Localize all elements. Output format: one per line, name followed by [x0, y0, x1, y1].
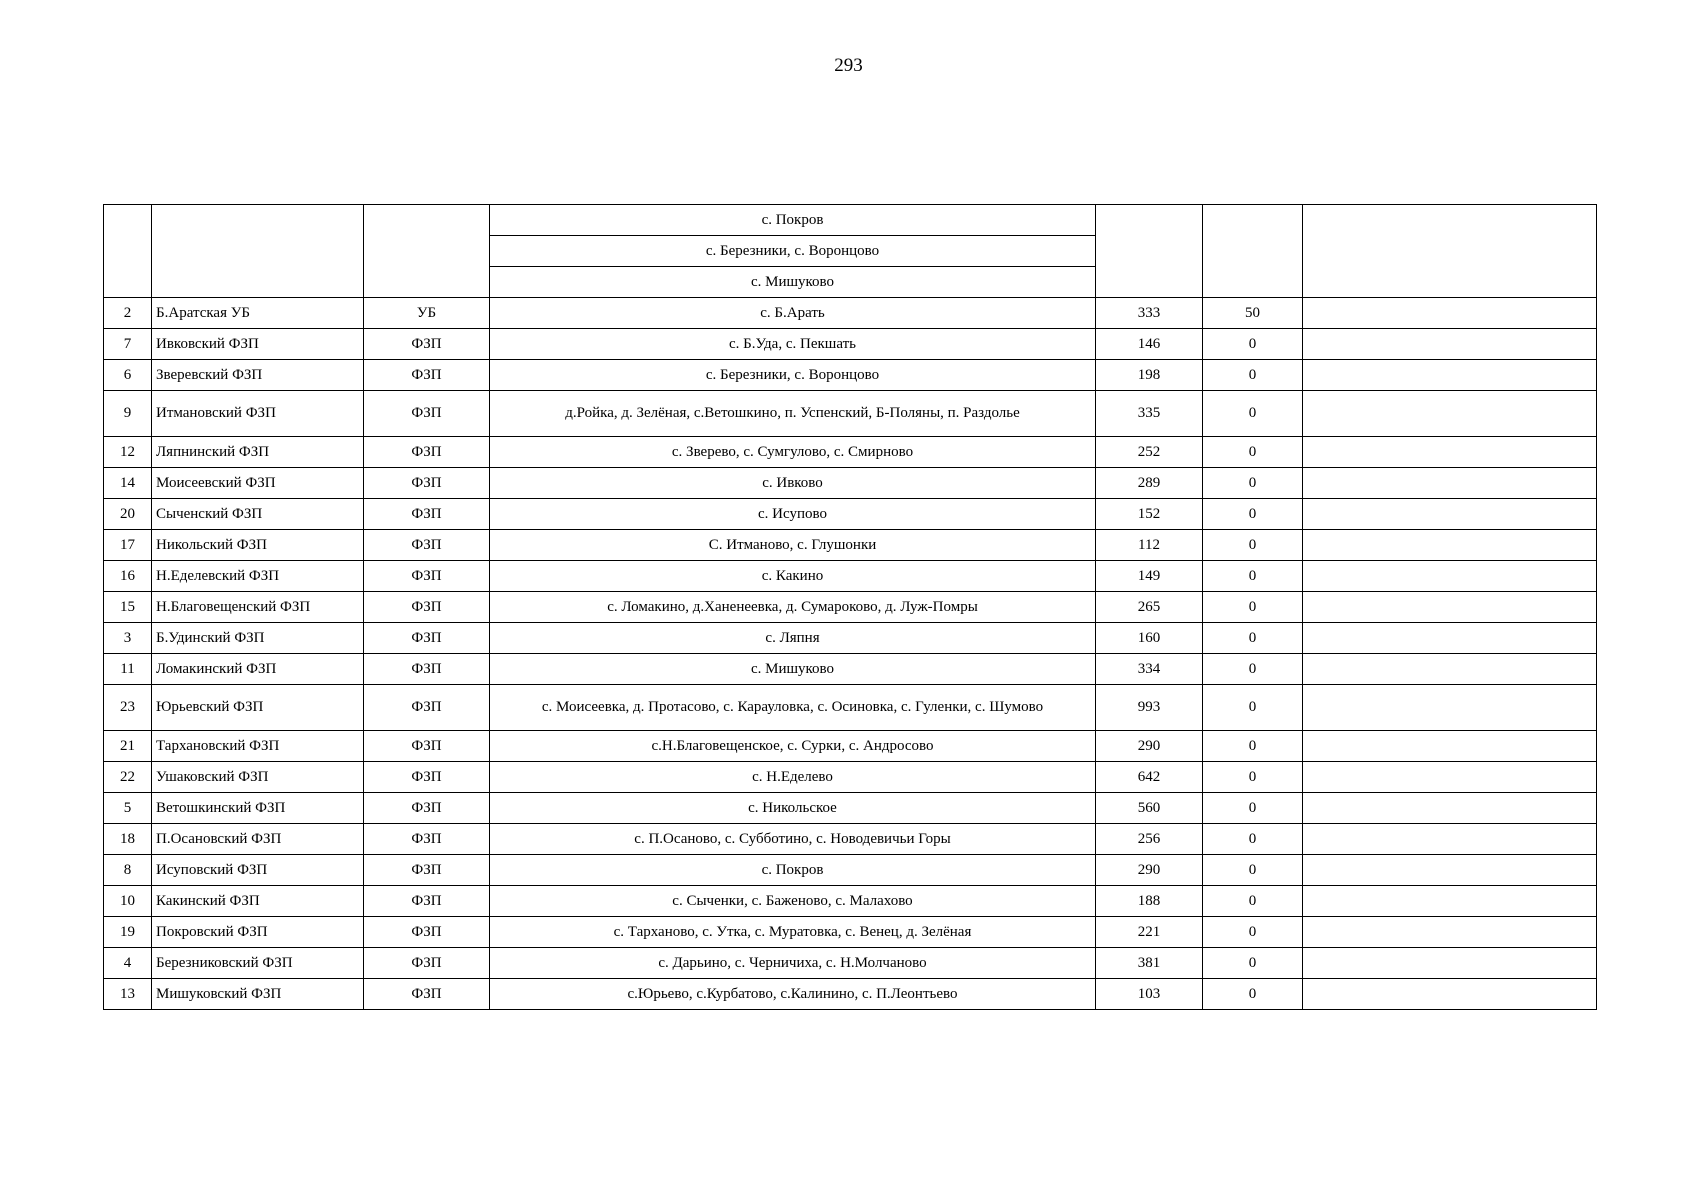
cell-value: 0: [1203, 561, 1303, 592]
cell-settlements: с. Исупово: [490, 499, 1096, 530]
cell-type: ФЗП: [364, 329, 490, 360]
cell-note: [1303, 731, 1597, 762]
cell-num: 7: [104, 329, 152, 360]
cell-name: Ломакинский ФЗП: [152, 654, 364, 685]
cell-value: 0: [1203, 855, 1303, 886]
cell-settlements: с. Моисеевка, д. Протасово, с. Карауловка, с. Осиновка, с. Гуленки, с. Шумово: [490, 685, 1096, 731]
cell-num: 3: [104, 623, 152, 654]
cell-note: [1303, 886, 1597, 917]
cell-note: [1303, 298, 1597, 329]
cell-population: 560: [1096, 793, 1203, 824]
cell-type: ФЗП: [364, 793, 490, 824]
cell-name: Исуповский ФЗП: [152, 855, 364, 886]
cell-name: Никольский ФЗП: [152, 530, 364, 561]
cell-type: ФЗП: [364, 731, 490, 762]
cell-num: 2: [104, 298, 152, 329]
cell-settlements: с. Какино: [490, 561, 1096, 592]
cell-settlements: с. Ломакино, д.Ханенеевка, д. Сумароково, д. Луж-Помры: [490, 592, 1096, 623]
table-row: [104, 561, 1597, 592]
cell-population: 221: [1096, 917, 1203, 948]
table-row: [104, 948, 1597, 979]
cell-num: 16: [104, 561, 152, 592]
table-row: [104, 917, 1597, 948]
cell-name: Итмановский ФЗП: [152, 391, 364, 437]
cell-type: ФЗП: [364, 468, 490, 499]
cell-settlements: с. Н.Еделево: [490, 762, 1096, 793]
cell-type: ФЗП: [364, 360, 490, 391]
cell-type: ФЗП: [364, 530, 490, 561]
table-row: [104, 391, 1597, 437]
cell-population: 333: [1096, 298, 1203, 329]
cell-settlements: с. Мишуково: [490, 267, 1096, 298]
cell-note: [1303, 530, 1597, 561]
cell-note: [1303, 468, 1597, 499]
cell-note: [1303, 437, 1597, 468]
table-row: [104, 685, 1597, 731]
cell-population: 290: [1096, 855, 1203, 886]
cell-settlements: с. Зверево, с. Сумгулово, с. Смирново: [490, 437, 1096, 468]
cell-population: 381: [1096, 948, 1203, 979]
cell-population: 149: [1096, 561, 1203, 592]
cell-type: [364, 205, 490, 298]
page-number: 293: [834, 55, 863, 76]
cell-note: [1303, 685, 1597, 731]
cell-population: 188: [1096, 886, 1203, 917]
table-row: [104, 979, 1597, 1010]
cell-value: 0: [1203, 654, 1303, 685]
cell-settlements: с. Тарханово, с. Утка, с. Муратовка, с. Венец, д. Зелёная: [490, 917, 1096, 948]
cell-note: [1303, 793, 1597, 824]
cell-settlements: с. Б.Арать: [490, 298, 1096, 329]
cell-note: [1303, 762, 1597, 793]
cell-settlements: с. Покров: [490, 205, 1096, 236]
table-row-continuation: [104, 205, 1597, 236]
cell-value: 0: [1203, 437, 1303, 468]
cell-note: [1303, 623, 1597, 654]
table-row: [104, 530, 1597, 561]
cell-name: Зверевский ФЗП: [152, 360, 364, 391]
cell-type: ФЗП: [364, 979, 490, 1010]
cell-name: Моисеевский ФЗП: [152, 468, 364, 499]
cell-settlements: с. Березники, с. Воронцово: [490, 236, 1096, 267]
cell-population: 334: [1096, 654, 1203, 685]
cell-name: Какинский ФЗП: [152, 886, 364, 917]
cell-value: 0: [1203, 824, 1303, 855]
cell-num: 15: [104, 592, 152, 623]
cell-population: [1096, 205, 1203, 298]
cell-num: 9: [104, 391, 152, 437]
cell-num: 11: [104, 654, 152, 685]
cell-population: 290: [1096, 731, 1203, 762]
cell-name: Б.Аратская УБ: [152, 298, 364, 329]
cell-settlements: с. Ляпня: [490, 623, 1096, 654]
table-row: [104, 654, 1597, 685]
cell-num: 19: [104, 917, 152, 948]
cell-settlements: с. Сыченки, с. Баженово, с. Малахово: [490, 886, 1096, 917]
cell-settlements: с. Ивково: [490, 468, 1096, 499]
cell-population: 256: [1096, 824, 1203, 855]
cell-note: [1303, 979, 1597, 1010]
cell-name: Мишуковский ФЗП: [152, 979, 364, 1010]
table-row: [104, 298, 1597, 329]
cell-population: 265: [1096, 592, 1203, 623]
cell-population: 252: [1096, 437, 1203, 468]
cell-settlements: С. Итманово, с. Глушонки: [490, 530, 1096, 561]
cell-settlements: с. Мишуково: [490, 654, 1096, 685]
table-row: [104, 824, 1597, 855]
cell-name: Ушаковский ФЗП: [152, 762, 364, 793]
cell-note: [1303, 592, 1597, 623]
cell-value: 0: [1203, 592, 1303, 623]
cell-population: 198: [1096, 360, 1203, 391]
cell-value: 0: [1203, 762, 1303, 793]
cell-value: 0: [1203, 685, 1303, 731]
cell-num: 13: [104, 979, 152, 1010]
cell-num: 14: [104, 468, 152, 499]
cell-note: [1303, 391, 1597, 437]
cell-num: 5: [104, 793, 152, 824]
table-body: [104, 205, 1597, 1010]
cell-value: 0: [1203, 360, 1303, 391]
cell-type: ФЗП: [364, 824, 490, 855]
cell-type: ФЗП: [364, 948, 490, 979]
cell-value: 0: [1203, 948, 1303, 979]
cell-note: [1303, 329, 1597, 360]
cell-type: ФЗП: [364, 654, 490, 685]
cell-name: П.Осановский ФЗП: [152, 824, 364, 855]
cell-note: [1303, 205, 1597, 298]
cell-value: 0: [1203, 793, 1303, 824]
cell-value: 0: [1203, 623, 1303, 654]
cell-name: Н.Еделевский ФЗП: [152, 561, 364, 592]
cell-value: 0: [1203, 886, 1303, 917]
cell-num: 18: [104, 824, 152, 855]
cell-type: ФЗП: [364, 391, 490, 437]
cell-value: 0: [1203, 391, 1303, 437]
cell-value: 0: [1203, 329, 1303, 360]
cell-settlements: д.Ройка, д. Зелёная, с.Ветошкино, п. Успенский, Б-Поляны, п. Раздолье: [490, 391, 1096, 437]
cell-name: Березниковский ФЗП: [152, 948, 364, 979]
cell-note: [1303, 824, 1597, 855]
cell-settlements: с. Б.Уда, с. Пекшать: [490, 329, 1096, 360]
table-row: [104, 499, 1597, 530]
cell-value: 0: [1203, 499, 1303, 530]
cell-value: 50: [1203, 298, 1303, 329]
cell-note: [1303, 499, 1597, 530]
cell-name: Ляпнинский ФЗП: [152, 437, 364, 468]
cell-settlements: с. Покров: [490, 855, 1096, 886]
cell-type: ФЗП: [364, 685, 490, 731]
cell-type: ФЗП: [364, 623, 490, 654]
facilities-table: [103, 204, 1597, 1010]
cell-type: ФЗП: [364, 917, 490, 948]
cell-num: 23: [104, 685, 152, 731]
cell-type: ФЗП: [364, 437, 490, 468]
cell-name: Ивковский ФЗП: [152, 329, 364, 360]
cell-value: 0: [1203, 468, 1303, 499]
cell-population: 335: [1096, 391, 1203, 437]
cell-type: УБ: [364, 298, 490, 329]
cell-num: 10: [104, 886, 152, 917]
cell-value: 0: [1203, 917, 1303, 948]
cell-settlements: с.Юрьево, с.Курбатово, с.Калинино, с. П.Леонтьево: [490, 979, 1096, 1010]
cell-name: Н.Благовещенский ФЗП: [152, 592, 364, 623]
cell-note: [1303, 654, 1597, 685]
cell-type: ФЗП: [364, 855, 490, 886]
cell-type: ФЗП: [364, 762, 490, 793]
table-row: [104, 793, 1597, 824]
cell-num: 22: [104, 762, 152, 793]
cell-num: 17: [104, 530, 152, 561]
cell-note: [1303, 917, 1597, 948]
cell-type: ФЗП: [364, 499, 490, 530]
cell-num: 4: [104, 948, 152, 979]
cell-type: ФЗП: [364, 561, 490, 592]
table-row: [104, 855, 1597, 886]
cell-settlements: с.Н.Благовещенское, с. Сурки, с. Андросово: [490, 731, 1096, 762]
table-row: [104, 468, 1597, 499]
cell-note: [1303, 360, 1597, 391]
cell-num: 21: [104, 731, 152, 762]
cell-settlements: с. П.Осаново, с. Субботино, с. Новодевичьи Горы: [490, 824, 1096, 855]
cell-population: 112: [1096, 530, 1203, 561]
cell-value: 0: [1203, 979, 1303, 1010]
cell-note: [1303, 948, 1597, 979]
cell-population: 993: [1096, 685, 1203, 731]
table-row: [104, 592, 1597, 623]
cell-settlements: с. Березники, с. Воронцово: [490, 360, 1096, 391]
cell-population: 103: [1096, 979, 1203, 1010]
cell-population: 152: [1096, 499, 1203, 530]
cell-value: 0: [1203, 731, 1303, 762]
cell-population: 160: [1096, 623, 1203, 654]
cell-name: Покровский ФЗП: [152, 917, 364, 948]
cell-population: 146: [1096, 329, 1203, 360]
cell-num: 20: [104, 499, 152, 530]
cell-name: Сыченский ФЗП: [152, 499, 364, 530]
table-row: [104, 623, 1597, 654]
cell-population: 289: [1096, 468, 1203, 499]
cell-value: [1203, 205, 1303, 298]
cell-num: [104, 205, 152, 298]
cell-settlements: с. Никольское: [490, 793, 1096, 824]
table-row: [104, 437, 1597, 468]
table-row: [104, 762, 1597, 793]
cell-name: Юрьевский ФЗП: [152, 685, 364, 731]
cell-num: 6: [104, 360, 152, 391]
cell-num: 8: [104, 855, 152, 886]
cell-name: Б.Удинский ФЗП: [152, 623, 364, 654]
cell-note: [1303, 855, 1597, 886]
cell-num: 12: [104, 437, 152, 468]
cell-name: Ветошкинский ФЗП: [152, 793, 364, 824]
cell-type: ФЗП: [364, 592, 490, 623]
table-row: [104, 731, 1597, 762]
cell-type: ФЗП: [364, 886, 490, 917]
table-row: [104, 886, 1597, 917]
table-row: [104, 360, 1597, 391]
cell-name: [152, 205, 364, 298]
cell-name: Тархановский ФЗП: [152, 731, 364, 762]
table-row: [104, 329, 1597, 360]
cell-note: [1303, 561, 1597, 592]
cell-population: 642: [1096, 762, 1203, 793]
cell-value: 0: [1203, 530, 1303, 561]
cell-settlements: с. Дарьино, с. Черничиха, с. Н.Молчаново: [490, 948, 1096, 979]
